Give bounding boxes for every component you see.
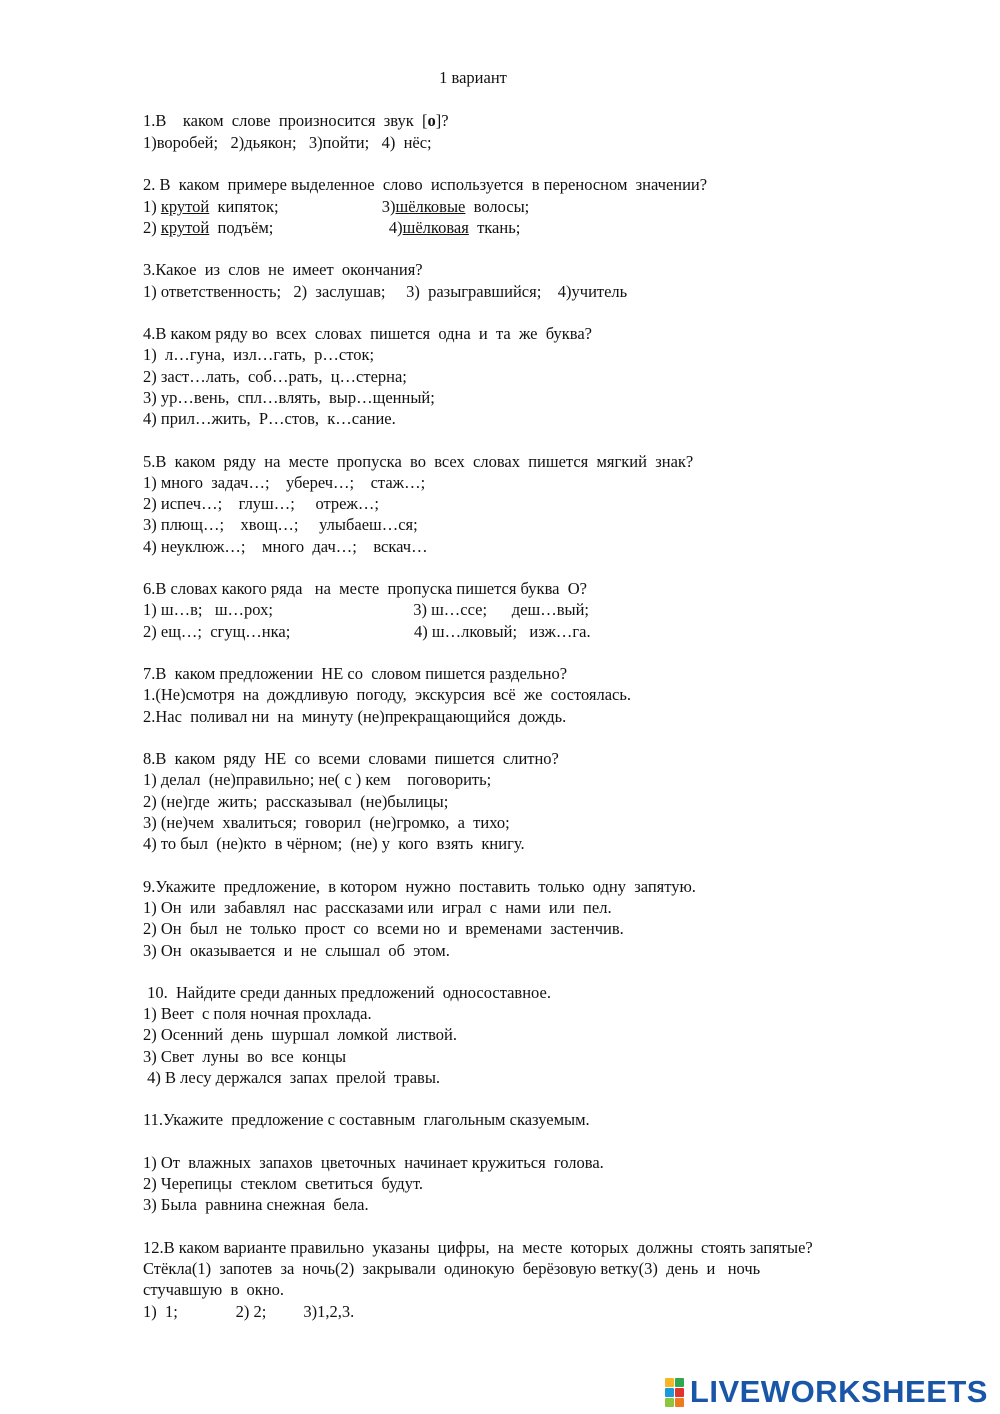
highlighted-word: шёлковая bbox=[402, 218, 469, 237]
logo-tiles-icon bbox=[665, 1378, 684, 1407]
question-8-option-2: 2) (не)где жить; рассказывал (не)былицы; bbox=[143, 792, 449, 811]
question-8: 8.В каком ряду НЕ со всеми словами пишется слитно? bbox=[143, 749, 559, 768]
logo-tile bbox=[675, 1388, 684, 1397]
logo-tile bbox=[665, 1378, 674, 1387]
question-8-option-1: 1) делал (не)правильно; не( с ) кем поговорить; bbox=[143, 770, 492, 789]
question-12-options: 1) 1; 2) 2; 3)1,2,3. bbox=[143, 1302, 355, 1321]
question-4-option-2: 2) заст…лать, соб…рать, ц…стерна; bbox=[143, 367, 407, 386]
logo-text: LIVEWORKSHEETS bbox=[689, 1374, 988, 1409]
question-12-sentence-line-2: стучавшую в окно. bbox=[143, 1280, 285, 1299]
option-label: 2) bbox=[143, 218, 161, 237]
question-6-options-row-2: 2) ещ…; сгущ…нка; 4) ш…лковый; изж…га. bbox=[143, 622, 591, 641]
question-8-option-3: 3) (не)чем хвалиться; говорил (не)громко, а тихо; bbox=[143, 813, 510, 832]
question-5-option-4: 4) неуклюж…; много дач…; вскач… bbox=[143, 537, 428, 556]
question-12: 12.В каком варианте правильно указаны цифры, на месте которых должны стоять запятые? bbox=[143, 1238, 813, 1257]
question-11: 11.Укажите предложение с составным глагольным сказуемым. bbox=[143, 1110, 590, 1129]
question-3: 3.Какое из слов не имеет окончания? bbox=[143, 260, 423, 279]
question-2-options-row-2 bbox=[143, 217, 520, 238]
question-4-option-1: 1) л…гуна, изл…гать, р…сток; bbox=[143, 345, 375, 364]
question-7: 7.В каком предложении НЕ со словом пишется раздельно? bbox=[143, 664, 568, 683]
logo-tile bbox=[665, 1388, 674, 1397]
question-11-option-1: 1) От влажных запахов цветочных начинает кружиться голова. bbox=[143, 1153, 604, 1172]
question-10-option-4: 4) В лесу держался запах прелой травы. bbox=[143, 1068, 441, 1087]
question-2: 2. В каком примере выделенное слово используется в переносном значении? bbox=[143, 175, 708, 194]
option-text: кипяток; 3) bbox=[209, 197, 396, 216]
option-label: 1) bbox=[143, 197, 161, 216]
question-1-options: 1)воробей; 2)дьякон; 3)пойти; 4) нёс; bbox=[143, 133, 432, 152]
question-7-option-1: 1.(Не)смотря на дождливую погоду, экскурсия всё же состоялась. bbox=[143, 685, 632, 704]
question-2-options-row-1 bbox=[143, 196, 529, 217]
option-text: волосы; bbox=[465, 197, 530, 216]
logo-tile bbox=[675, 1378, 684, 1387]
question-10-option-3: 3) Свет луны во все концы bbox=[143, 1047, 347, 1066]
question-11-option-2: 2) Черепицы стеклом светиться будут. bbox=[143, 1174, 424, 1193]
question-1-text: 1.В каком слове произносится звук [ bbox=[143, 111, 428, 130]
question-9: 9.Укажите предложение, в котором нужно поставить только одну запятую. bbox=[143, 877, 696, 896]
liveworksheets-logo[interactable] bbox=[665, 1372, 988, 1412]
question-1 bbox=[143, 110, 449, 131]
highlighted-word: крутой bbox=[160, 218, 210, 237]
question-4-option-4: 4) прил…жить, Р…стов, к…сание. bbox=[143, 409, 396, 428]
logo-tile bbox=[675, 1398, 684, 1407]
question-11-option-3: 3) Была равнина снежная бела. bbox=[143, 1195, 369, 1214]
highlighted-word: крутой bbox=[160, 197, 210, 216]
question-4-option-3: 3) ур…вень, спл…влять, выр…щенный; bbox=[143, 388, 435, 407]
question-6: 6.В словах какого ряда на месте пропуска пишется буква О? bbox=[143, 579, 587, 598]
question-5-option-3: 3) плющ…; хвощ…; улыбаеш…ся; bbox=[143, 515, 418, 534]
question-5-option-2: 2) испеч…; глуш…; отреж…; bbox=[143, 494, 379, 513]
option-text: ткань; bbox=[468, 218, 521, 237]
question-1-bracket: ]? bbox=[435, 111, 449, 130]
question-9-option-1: 1) Он или забавлял нас рассказами или играл с нами или пел. bbox=[143, 898, 612, 917]
question-10-option-1: 1) Веет с поля ночная прохлада. bbox=[143, 1004, 372, 1023]
highlighted-word: шёлковые bbox=[395, 197, 466, 216]
question-7-option-2: 2.Нас поливал ни на минуту (не)прекращающийся дождь. bbox=[143, 707, 567, 726]
option-text: подъём; 4) bbox=[209, 218, 403, 237]
question-12-sentence-line-1: Стёкла(1) запотев за ночь(2) закрывали одинокую берёзовую ветку(3) день и ночь bbox=[143, 1259, 761, 1278]
question-5: 5.В каком ряду на месте пропуска во всех словах пишется мягкий знак? bbox=[143, 452, 694, 471]
question-5-option-1: 1) много задач…; убереч…; стаж…; bbox=[143, 473, 426, 492]
question-4: 4.В каком ряду во всех словах пишется одна и та же буква? bbox=[143, 324, 593, 343]
question-10: 10. Найдите среди данных предложений односоставное. bbox=[143, 983, 551, 1002]
question-9-option-2: 2) Он был не только прост со всеми но и временами застенчив. bbox=[143, 919, 624, 938]
question-6-options-row-1: 1) ш…в; ш…рох; 3) ш…ссе; деш…вый; bbox=[143, 600, 589, 619]
question-10-option-2: 2) Осенний день шуршал ломкой листвой. bbox=[143, 1025, 457, 1044]
question-9-option-3: 3) Он оказывается и не слышал об этом. bbox=[143, 941, 450, 960]
question-3-options: 1) ответственность; 2) заслушав; 3) разыгравшийся; 4)учитель bbox=[143, 282, 628, 301]
variant-title: 1 вариант bbox=[439, 68, 507, 87]
question-8-option-4: 4) то был (не)кто в чёрном; (не) у кого взять книгу. bbox=[143, 834, 525, 853]
logo-tile bbox=[665, 1398, 674, 1407]
question-1-sound: о bbox=[427, 111, 436, 130]
